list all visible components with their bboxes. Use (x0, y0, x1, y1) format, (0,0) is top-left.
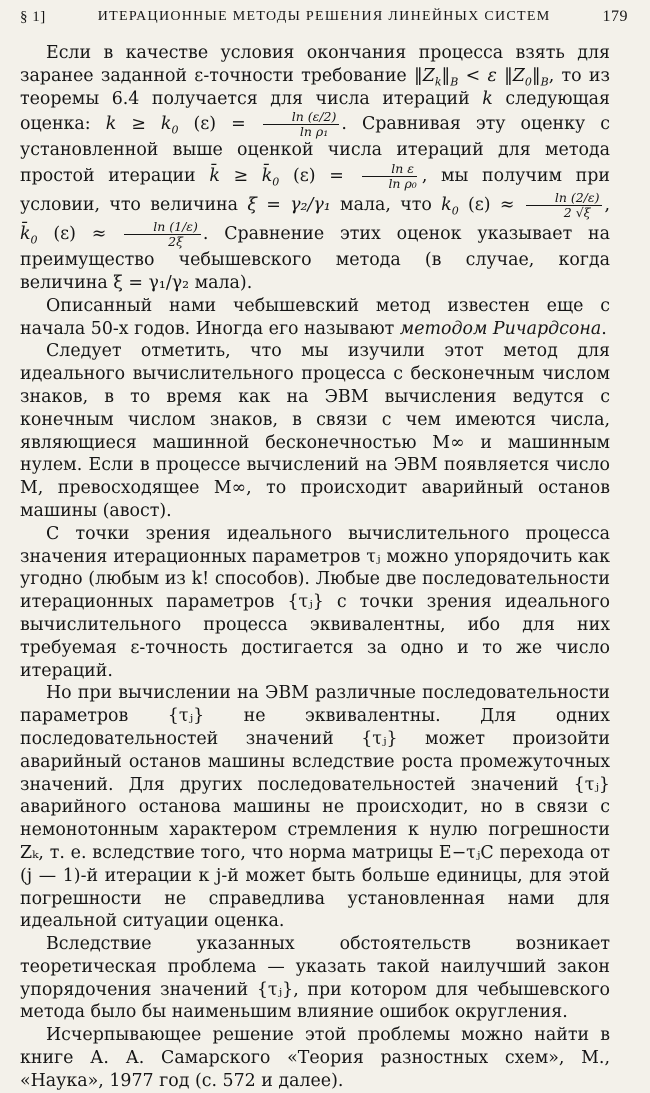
paragraph-4: С точки зрения идеального вычислительного процесса значения итерационных параметров τⱼ можно упорядочить как угодно (любым из k! способов). Любые две последовательности итерационных параметров {τⱼ} с точки зрения идеального вычислительного процесса эквивалентны, ибо для них требуемая ε-точность достигается за одно и то же число итераций. (20, 523, 610, 681)
running-header (20, 6, 628, 28)
paragraph-5: Но при вычислении на ЭВМ различные последовательности параметров {τⱼ} не эквивалентны. Для одних последовательностей значений {τⱼ} может произойти аварийный останов машины вследствие роста промежуточных значений. Для других последовательностей значений {τⱼ} аварийного останова машины не происходит, но в связи с немонотонным характером стремления к нулю погрешности Zₖ, т. е. вследствие того, что норма матрицы E−τⱼC перехода от (j — 1)-й итерации к j-й может быть больше единицы, для этой погрешности не справедлива установленная нами для идеальной ситуации оценка. (20, 683, 610, 932)
paragraph-2 (20, 295, 610, 341)
variable-k: k (482, 88, 493, 109)
method-name: методом Ричардсона (399, 318, 602, 339)
formula-xi: ξ = γ₂/γ₁ (247, 195, 331, 216)
formula-chebyshev-estimate: $k \ge k_0$ (ε) = $\frac{\ln (\varepsilon/2)}{\text{ln ρ₁}}$ (106, 114, 342, 134)
page-number: 179 (602, 8, 628, 25)
text-run: . Сравнивая эту оценку с установленной выше оценкой числа итераций для метода простой итерации (20, 114, 610, 187)
text-run: , то из теоремы 6.4 получается для числа итераций (20, 65, 610, 109)
formula-simple-iteration-estimate: k̄ ≥ $k̄_0$ (ε) = $\frac{\text{ln ε}}{\text{ln ρ₀}}$ (209, 161, 417, 192)
paragraph-6: Вследствие указанных обстоятельств возникает теоретическая проблема — указать такой наилучший закон упорядочения значений {τⱼ}, при котором для чебышевского метода было бы наименьшим влияние ошибок округления. (20, 934, 610, 1023)
text-run: . (601, 318, 607, 339)
text-run: . Сравнение этих оценок указывает на преимущество чебышевского метода (в случае, когда величина ξ = γ₁/γ₂ мала). (20, 224, 611, 293)
running-title: ИТЕРАЦИОННЫЕ МЕТОДЫ РЕШЕНИЯ ЛИНЕЙНЫХ СИСТЕМ (97, 9, 551, 24)
norm-condition: $‖Z_k‖_B < \varepsilon$ $‖Z_0‖_B$ (414, 65, 549, 89)
text-run: Описанный нами чебышевский метод известен еще с начала 50-х годов. Иногда его называют (20, 295, 610, 339)
text-run: Если в качестве условия окончания процесса взять для заранее заданной ε-точности требование (20, 43, 610, 86)
formula-k0bar-approx: $k̄_0$ (ε) ≈ $\frac{\ln (1/\varepsilon)}{2\xi}$ (20, 224, 203, 244)
formula-k0-approx: $k_0$ (ε) ≈ $\frac{\ln (2/\varepsilon)}{2 √\xi}$ (441, 195, 604, 215)
paragraph-7: Исчерпывающее решение этой проблемы можно найти в книге А. А. Самарского «Теория разностных схем», М., «Наука», 1977 год (с. 572 и далее). (20, 1025, 610, 1091)
section-number: § 1] (20, 8, 46, 25)
page-body (20, 42, 610, 1093)
paragraph-3: Следует отметить, что мы изучили этот метод для идеального вычислительного процесса с бесконечным числом знаков, в то время как на ЭВМ вычисления ведутся с конечным числом знаков, в связи с чем имеются числа, являющиеся машинной бесконечностью M∞ и машинным нулем. Если в процессе вычислений на ЭВМ появляется число M, превосходящее M∞, то происходит аварийный останов машины (авост). (20, 341, 610, 521)
paragraph-1 (20, 42, 610, 295)
text-run: мала, что (330, 195, 442, 216)
text-run: следующая оценка: (20, 88, 611, 135)
text-run: , мы получим при условии, что величина (20, 166, 610, 216)
text-run: , (604, 195, 611, 216)
